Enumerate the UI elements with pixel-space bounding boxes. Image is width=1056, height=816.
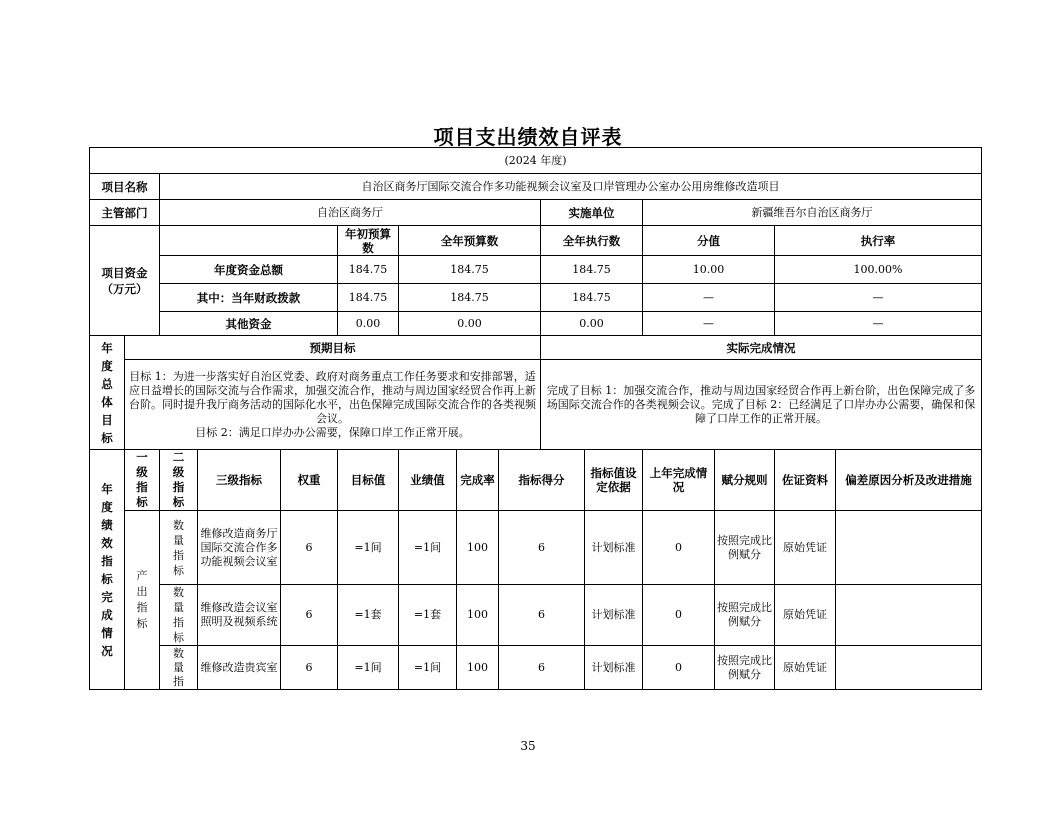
level3-indicator: 维修改造会议室照明及视频系统 <box>198 585 281 646</box>
score-cell: 6 <box>499 511 585 585</box>
weight-cell: 6 <box>281 585 338 646</box>
funds-cell: 184.75 <box>399 256 541 284</box>
funds-row <box>90 256 982 284</box>
level2-indicator <box>160 646 198 690</box>
funds-cell: 10.00 <box>643 256 775 284</box>
indicator-header: 指标值设定依据 <box>585 450 643 511</box>
rule-cell: 按照完成比例赋分 <box>715 646 775 690</box>
funds-row-label: 年度资金总额 <box>160 256 338 284</box>
table-row <box>90 511 982 585</box>
basis-cell: 计划标准 <box>585 511 643 585</box>
funds-header-blank <box>160 226 338 256</box>
indicator-header: 三级指标 <box>198 450 281 511</box>
funds-row <box>90 312 982 336</box>
level2-indicator-text: 数量指标 <box>173 518 184 577</box>
funds-cell: 184.75 <box>338 256 399 284</box>
funds-row <box>90 284 982 312</box>
level1-indicator <box>125 511 160 690</box>
project-name-value: 自治区商务厅国际交流合作多功能视频会议室及口岸管理办公室办公用房维修改造项目 <box>160 174 982 200</box>
weight-cell: 6 <box>281 646 338 690</box>
impl-unit-label: 实施单位 <box>541 200 643 226</box>
funds-cell: — <box>643 284 775 312</box>
funds-header-score-value: 分值 <box>643 226 775 256</box>
funds-cell: 0.00 <box>399 312 541 336</box>
funds-header-annual-budget: 全年预算数 <box>399 226 541 256</box>
evidence-cell: 原始凭证 <box>775 511 836 585</box>
funds-cell: 0.00 <box>541 312 643 336</box>
expected-goal-2: 目标 2：满足口岸办办公需要，保障口岸工作正常开展。 <box>195 425 470 439</box>
funds-cell: 184.75 <box>541 256 643 284</box>
indicator-header: 上年完成情况 <box>643 450 715 511</box>
expected-goal-1: 目标 1：为进一步落实好自治区党委、政府对商务重点工作任务要求和安排部署，适应日益增长的国际交流与合作需求，加强交流合作，推动与周边国家经贸合作再上新台阶。同时提升我厅商务活动的国际化水平，出色保障完成国际交流合作的各类视频会议。 <box>129 369 536 425</box>
dept-label: 主管部门 <box>90 200 160 226</box>
level2-indicator <box>160 585 198 646</box>
dept-value: 自治区商务厅 <box>160 200 541 226</box>
last-year-cell: 0 <box>643 646 715 690</box>
table-row <box>90 585 982 646</box>
indicator-header: 权重 <box>281 450 338 511</box>
indicator-header: 指标得分 <box>499 450 585 511</box>
expected-goal-header: 预期目标 <box>125 336 541 360</box>
rule-cell: 按照完成比例赋分 <box>715 511 775 585</box>
funds-header-exec-rate: 执行率 <box>775 226 982 256</box>
deviation-cell <box>836 585 982 646</box>
actual-cell: =1间 <box>399 511 457 585</box>
indicators-section-label <box>90 450 125 690</box>
level3-indicator: 维修改造贵宾室 <box>198 646 281 690</box>
indicator-header: 佐证资料 <box>775 450 836 511</box>
actual-cell: =1套 <box>399 585 457 646</box>
indicator-header: 目标值 <box>338 450 399 511</box>
target-cell: =1间 <box>338 511 399 585</box>
score-cell: 6 <box>499 585 585 646</box>
last-year-cell: 0 <box>643 585 715 646</box>
rate-cell: 100 <box>457 585 499 646</box>
impl-unit-value: 新疆维吾尔自治区商务厅 <box>643 200 982 226</box>
rule-cell: 按照完成比例赋分 <box>715 585 775 646</box>
indicators-section-text: 年度绩效指标完成情况 <box>101 481 113 658</box>
funds-header-initial-budget: 年初预算数 <box>338 226 399 256</box>
funds-row-label: 其中：当年财政拨款 <box>160 284 338 312</box>
weight-cell: 6 <box>281 511 338 585</box>
basis-cell: 计划标准 <box>585 646 643 690</box>
score-cell: 6 <box>499 646 585 690</box>
funds-cell: 0.00 <box>338 312 399 336</box>
level2-indicator-text: 数量指标 <box>173 586 184 644</box>
indicator-header <box>160 450 198 511</box>
expected-goal-text <box>125 360 541 450</box>
funds-cell: 184.75 <box>338 284 399 312</box>
funds-row-label: 其他资金 <box>160 312 338 336</box>
funds-section-label <box>90 226 160 336</box>
indicator-header: 业绩值 <box>399 450 457 511</box>
evidence-cell: 原始凭证 <box>775 646 836 690</box>
actual-cell: =1间 <box>399 646 457 690</box>
project-name-label: 项目名称 <box>90 174 160 200</box>
goals-section-label <box>90 336 125 450</box>
funds-cell: 184.75 <box>399 284 541 312</box>
indicator-header <box>125 450 160 511</box>
indicator-header: 完成率 <box>457 450 499 511</box>
funds-header-annual-exec: 全年执行数 <box>541 226 643 256</box>
basis-cell: 计划标准 <box>585 585 643 646</box>
page-number: 35 <box>520 739 536 753</box>
deviation-cell <box>836 646 982 690</box>
target-cell: =1套 <box>338 585 399 646</box>
evidence-cell: 原始凭证 <box>775 585 836 646</box>
level1-indicator-text: 产出指标 <box>136 569 148 630</box>
goals-section-text: 年度总体目标 <box>101 340 113 445</box>
indicator-header: 偏差原因分析及改进措施 <box>836 450 982 511</box>
funds-cell: 184.75 <box>541 284 643 312</box>
funds-section-text: 项目资金（万元） <box>101 265 148 296</box>
indicator-header-text: 一级指标 <box>136 450 148 509</box>
actual-result-text: 完成了目标 1：加强交流合作，推动与周边国家经贸合作再上新台阶，出色保障完成了多场国际交流合作的各类视频会议。完成了目标 2：已经满足了口岸办办公需要，确保和保障了口岸工作的正常开展。 <box>541 360 982 450</box>
indicator-header-text: 二级指标 <box>172 450 185 509</box>
level2-indicator <box>160 511 198 585</box>
page-title: 项目支出绩效自评表 <box>433 125 623 149</box>
funds-cell: — <box>643 312 775 336</box>
actual-result-header: 实际完成情况 <box>541 336 982 360</box>
level3-indicator: 维修改造商务厅国际交流合作多功能视频会议室 <box>198 511 281 585</box>
self-evaluation-table <box>89 147 982 690</box>
target-cell: =1间 <box>338 646 399 690</box>
level2-indicator-text: 数量指 <box>173 646 184 688</box>
funds-cell: 100.00% <box>775 256 982 284</box>
table-row <box>90 646 982 690</box>
funds-cell: — <box>775 312 982 336</box>
rate-cell: 100 <box>457 646 499 690</box>
year-cell: (2024 年度) <box>90 148 982 174</box>
indicator-header: 赋分规则 <box>715 450 775 511</box>
last-year-cell: 0 <box>643 511 715 585</box>
funds-cell: — <box>775 284 982 312</box>
deviation-cell <box>836 511 982 585</box>
rate-cell: 100 <box>457 511 499 585</box>
